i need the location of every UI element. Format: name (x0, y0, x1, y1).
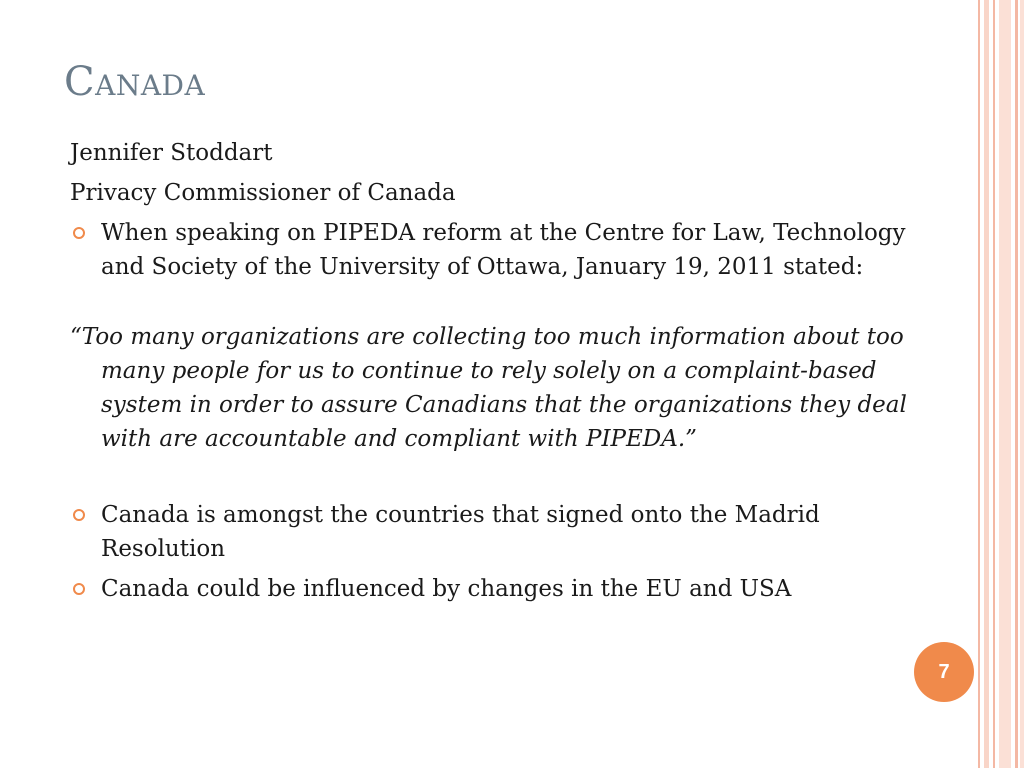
bullet-item (70, 572, 920, 606)
border-stripe (999, 0, 1011, 768)
quote-text: “Too many organizations are collecting too much information about too many people for us to continue to rely solely on a complaint-based system in order to assure Canadians that the organizations they deal with are accountable and compliant with PIPEDA.” (70, 324, 907, 452)
bullet-text: When speaking on PIPEDA reform at the Centre for Law, Technology and Society of the University of Ottawa, January 19, 2011 stated: (101, 220, 906, 280)
slide-body (70, 136, 920, 606)
bullet-text: Canada is amongst the countries that signed onto the Madrid Resolution (101, 502, 820, 562)
border-stripe (993, 0, 995, 768)
bullet-circle-icon (73, 583, 85, 595)
bullet-circle-icon (73, 227, 85, 239)
border-stripe (984, 0, 989, 768)
border-stripe (978, 0, 980, 768)
border-stripe (1015, 0, 1018, 768)
page-number-badge: 7 (914, 642, 974, 702)
border-stripe (1020, 0, 1024, 768)
speaker-name: Jennifer Stoddart (70, 140, 273, 166)
bullet-circle-icon (73, 509, 85, 521)
bullet-text: Canada could be influenced by changes in the EU and USA (101, 576, 792, 602)
slide-title: Canada (64, 59, 206, 105)
bullet-item (70, 216, 920, 284)
speaker-role: Privacy Commissioner of Canada (70, 180, 456, 206)
bullet-item (70, 498, 920, 566)
